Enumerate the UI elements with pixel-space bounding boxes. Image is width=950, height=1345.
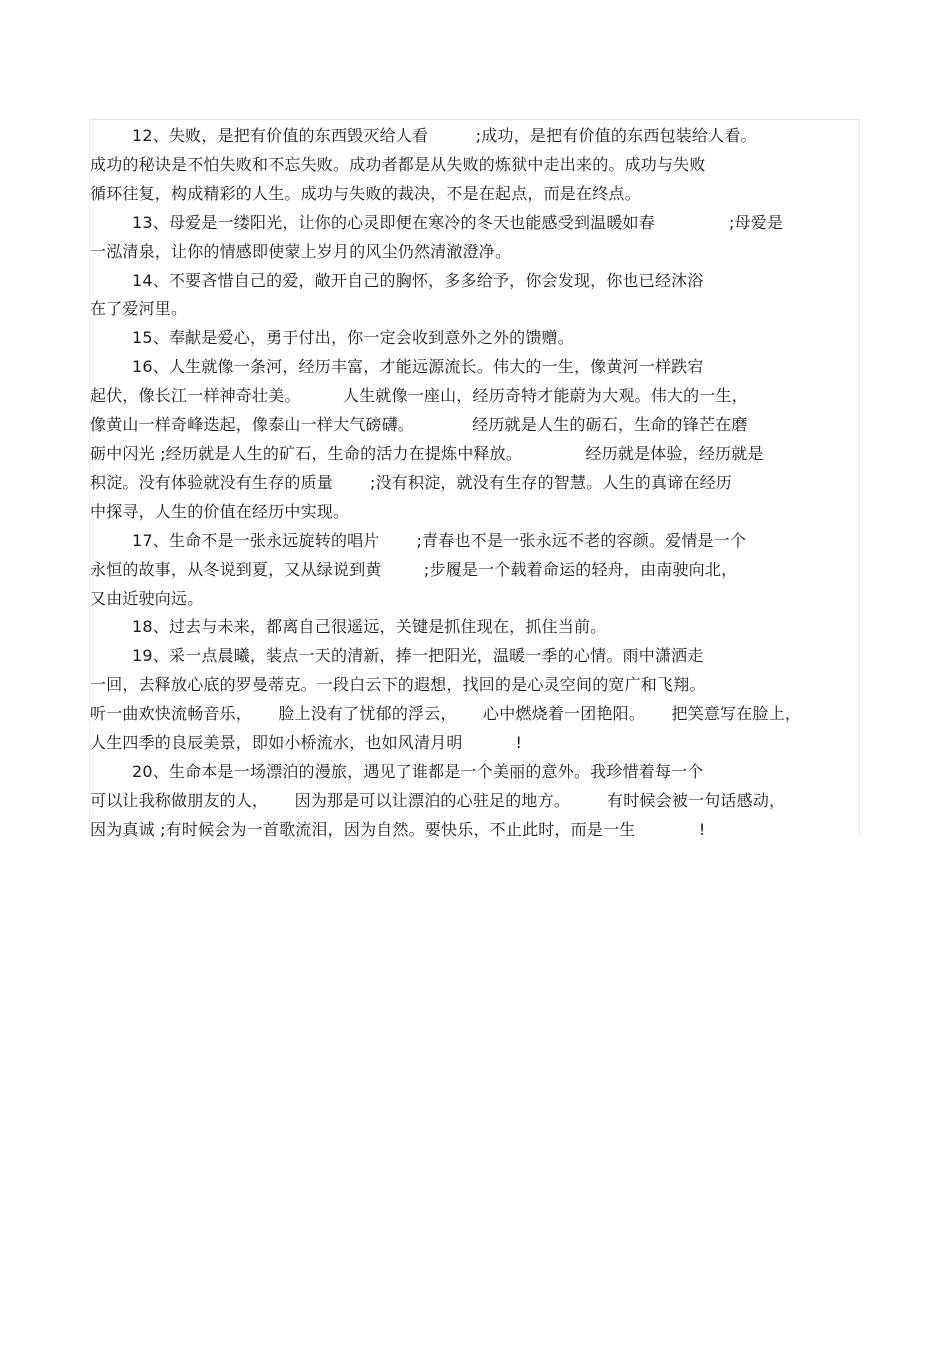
text-line: 因为真诚 ;有时候会为一首歌流泪，因为自然。要快乐，不止此时，而是一生 ! [90,819,706,839]
text-line: 15、奉献是爱心，勇于付出，你一定会收到意外之外的馈赠。 [132,328,574,348]
text-line: 20、生命本是一场漂泊的漫旅，遇见了谁都是一个美丽的意外。我珍惜着每一个 [132,761,704,781]
text-line: 可以让我称做朋友的人， 因为那是可以让漂泊的心驻足的地方。 有时候会被一句话感动， [90,790,786,810]
text-line: 14、不要吝惜自己的爱，敞开自己的胸怀，多多给予，你会发现，你也已经沐浴 [132,270,704,290]
text-line: 一回，去释放心底的罗曼蒂克。一段白云下的遐想，找回的是心灵空间的宽广和飞翔。 [90,675,706,695]
text-line: 又由近驶向远。 [90,588,204,608]
text-line: 13、母爱是一缕阳光，让你的心灵即便在寒冷的冬天也能感受到温暖如春 ;母爱是 [132,212,784,232]
text-line: 听一曲欢快流畅音乐， 脸上没有了忧郁的浮云， 心中燃烧着一团艳阳。 把笑意写在脸上， [90,704,802,724]
text-line: 人生四季的良辰美景，即如小桥流水，也如风清月明 ! [90,733,523,753]
text-line: 起伏，像长江一样神奇壮美。 人生就像一座山，经历奇特才能蔚为大观。伟大的一生， [90,386,748,406]
text-line: 18、过去与未来，都离自己很遥远，关键是抓住现在，抓住当前。 [132,617,607,637]
text-line: 在了爱河里。 [90,299,188,319]
document-body [90,122,860,845]
text-line: 一泓清泉，让你的情感即使蒙上岁月的风尘仍然清澈澄净。 [90,241,512,261]
text-line: 17、生命不是一张永远旋转的唱片 ;青春也不是一张永远不老的容颜。爱情是一个 [132,530,747,550]
text-line: 砺中闪光 ;经历就是人生的矿石，生命的活力在提炼中释放。 经历就是体验，经历就是 [90,443,764,463]
text-line: 成功的秘诀是不怕失败和不忘失败。成功者都是从失败的炼狱中走出来的。成功与失败 [90,154,706,174]
text-line: 永恒的故事，从冬说到夏，又从绿说到黄 ;步履是一个载着命运的轻舟，由南驶向北， [90,559,738,579]
text-line: 19、采一点晨曦，装点一天的清新，捧一把阳光，温暖一季的心情。雨中潇洒走 [132,646,704,666]
text-line: 像黄山一样奇峰迭起，像泰山一样大气磅礴。 经历就是人生的砺石，生命的锋芒在磨 [90,415,748,435]
text-line: 中探寻，人生的价值在经历中实现。 [90,501,350,521]
text-line: 12、失败，是把有价值的东西毁灭给人看 ;成功，是把有价值的东西包装给人看。 [132,126,757,145]
text-line: 16、人生就像一条河，经历丰富，才能远源流长。伟大的一生，像黄河一样跌宕 [132,357,704,377]
text-line: 循环往复，构成精彩的人生。成功与失败的裁决，不是在起点，而是在终点。 [90,183,641,203]
text-line: 积淀。没有体验就没有生存的质量 ;没有积淀，就没有生存的智慧。人生的真谛在经历 [90,472,732,492]
